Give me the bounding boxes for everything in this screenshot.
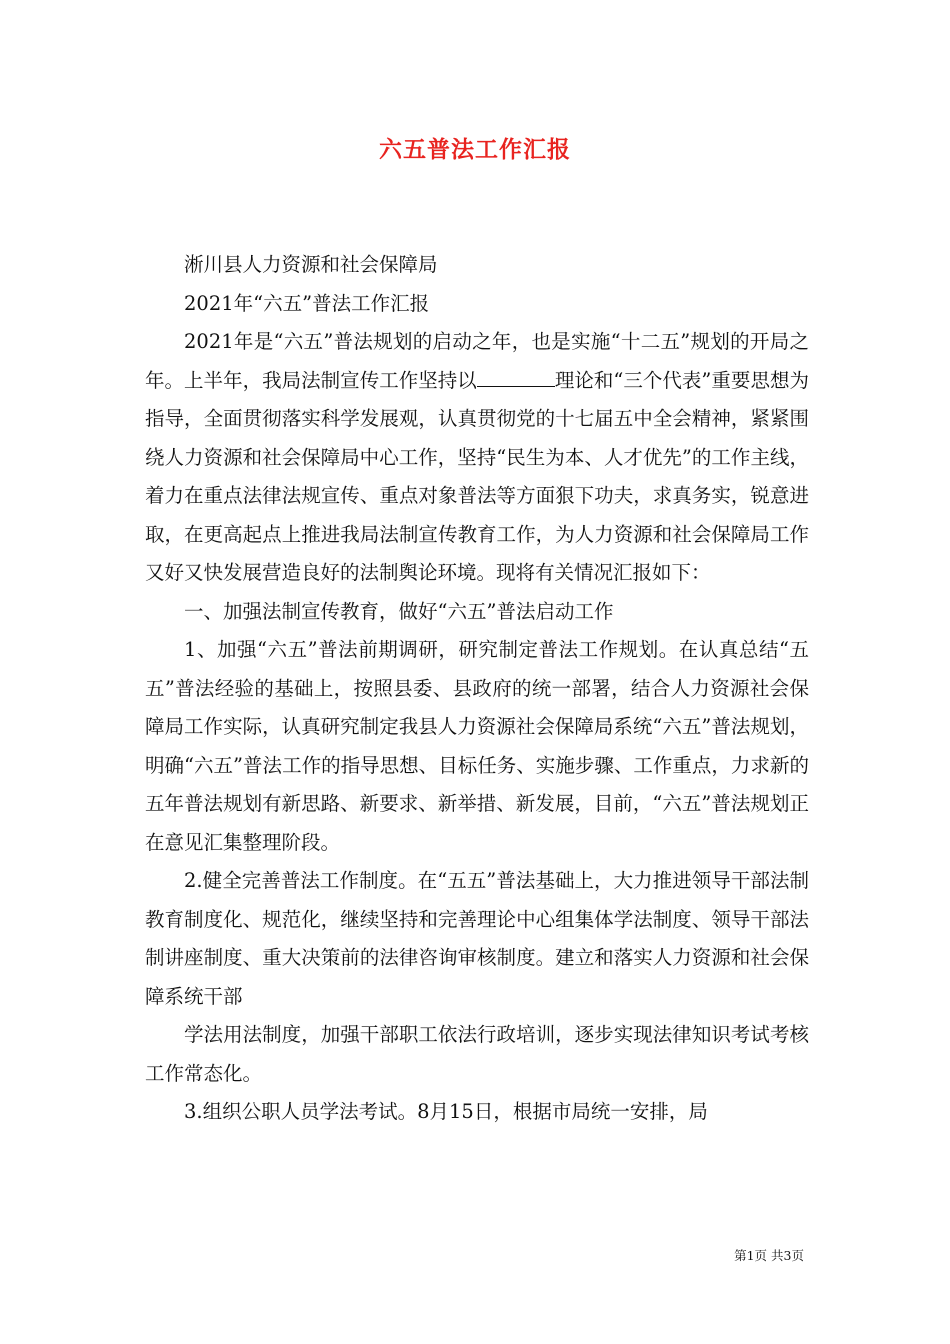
intro-paragraph	[145, 323, 809, 593]
paragraph-item-2: 2.健全完善普法工作制度。在“五五”普法基础上，大力推进领导干部法制教育制度化、规范化，继续坚持和完善理论中心组集体学法制度、领导干部法制讲座制度、重大决策前的法律咨询审核制度。建立和落实人力资源和社会保障系统干部	[145, 869, 809, 1008]
fill-in-blank	[477, 370, 555, 387]
paragraph-item-2-continued: 学法用法制度，加强干部职工依法行政培训，逐步实现法律知识考试考核工作常态化。	[145, 1023, 809, 1085]
section-heading-1: 一、加强法制宣传教育，做好“六五”普法启动工作	[184, 599, 614, 623]
paragraph-item-1: 1、加强“六五”普法前期调研，研究制定普法工作规划。在认真总结“五五”普法经验的基础上，按照县委、县政府的统一部署，结合人力资源社会保障局工作实际，认真研究制定我县人力资源社会保障局系统“六五”普法规划，明确“六五”普法工作的指导思想、目标任务、实施步骤、工作重点，力求新的五年普法规划有新思路、新要求、新举措、新发展，目前，“六五”普法规划正在意见汇集整理阶段。	[145, 638, 809, 854]
intro-text-before-blank: 2021年是“六五”普法规划的启动之年，也是实施“十二五”规划的开局之年。上半年，我局法制宣传工作坚持以	[145, 330, 809, 392]
page-number-footer: 第1页 共3页	[734, 1248, 804, 1263]
document-body	[145, 246, 809, 1132]
document-title: 六五普法工作汇报	[379, 136, 571, 163]
paragraph-item-3: 3.组织公职人员学法考试。8月15日，根据市局统一安排，局	[184, 1100, 708, 1123]
report-heading: 2021年“六五”普法工作汇报	[184, 291, 430, 315]
intro-text-after-blank: 理论和“三个代表”重要思想为指导，全面贯彻落实科学发展观，认真贯彻党的十七届五中全会精神，紧紧围绕人力资源和社会保障局中心工作，坚持“民生为本、人才优先”的工作主线，着力在重点法律法规宣传、重点对象普法等方面狠下功夫，求真务实，锐意进取，在更高起点上推进我局法制宣传教育工作，为人力资源和社会保障局工作又好又快发展营造良好的法制舆论环境。现将有关情况汇报如下：	[145, 368, 809, 584]
issuer-line: 淅川县人力资源和社会保障局	[184, 253, 438, 276]
